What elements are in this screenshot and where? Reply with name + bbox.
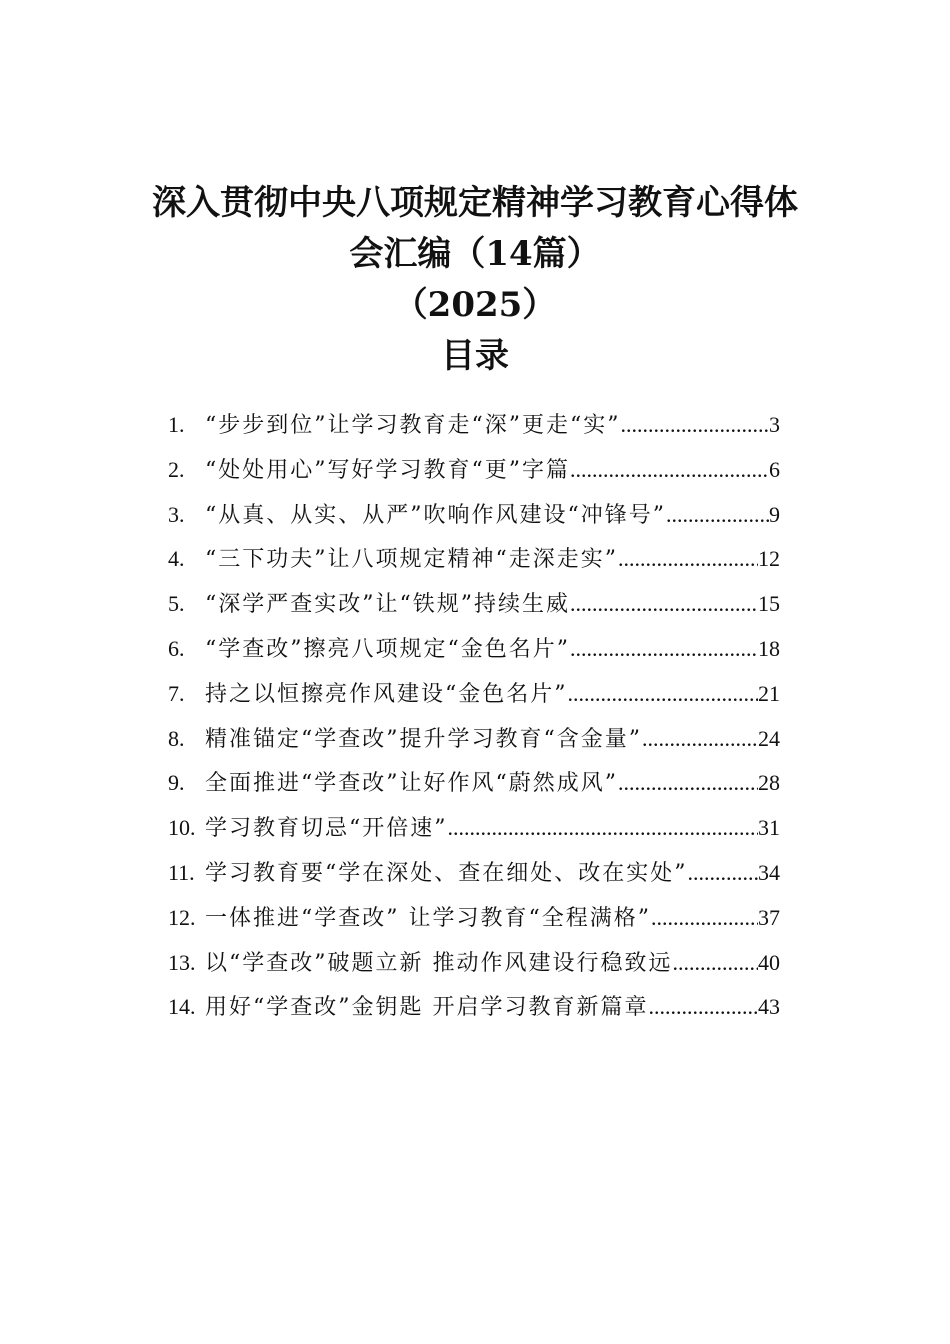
toc-entry[interactable] <box>168 901 780 946</box>
toc-entry-number: 2. <box>168 456 185 482</box>
toc-entry-title: “步步到位”让学习教育走“深”更走“实” <box>205 413 621 438</box>
toc-entry[interactable] <box>168 811 780 856</box>
toc-entry-title: “深学严查实改”让“铁规”持续生威 <box>205 592 570 618</box>
toc-entry-page: 12 <box>758 546 780 572</box>
toc-entry-page: 28 <box>758 770 780 796</box>
toc-entry-number: 14. <box>168 994 196 1020</box>
toc-entry-title: 持之以恒擦亮作风建设“金色名片” <box>205 681 568 707</box>
toc-entry-title: “处处用心”写好学习教育“更”字篇 <box>205 457 570 483</box>
toc-leader-dots <box>568 681 759 707</box>
toc-entry[interactable] <box>168 453 780 498</box>
toc-entry-page: 21 <box>758 680 780 706</box>
toc-entry[interactable] <box>168 946 780 991</box>
table-of-contents <box>168 408 780 1035</box>
toc-entry-title: 学习教育要“学在深处、查在细处、改在实处” <box>205 860 688 886</box>
toc-entry-page: 31 <box>758 815 780 841</box>
toc-entry-title: “三下功夫”让八项规定精神“走深走实” <box>205 547 618 573</box>
toc-entry-number: 10. <box>168 815 196 841</box>
toc-entry-number: 13. <box>168 949 196 975</box>
toc-entry-page: 40 <box>758 949 780 975</box>
toc-entry[interactable] <box>168 408 780 453</box>
toc-entry[interactable] <box>168 542 780 587</box>
document-title-line-1: 深入贯彻中央八项规定精神学习教育心得体 <box>152 183 798 223</box>
toc-leader-dots <box>570 591 758 617</box>
toc-entry-title: “从真、从实、从严”吹响作风建设“冲锋号” <box>205 502 666 528</box>
toc-entry[interactable] <box>168 632 780 677</box>
toc-entry-number: 4. <box>168 546 185 572</box>
toc-entry[interactable] <box>168 498 780 543</box>
toc-entry-title: 精准锚定“学查改”提升学习教育“含金量” <box>205 726 642 752</box>
toc-leader-dots <box>642 726 758 752</box>
toc-entry-title: 全面推进“学查改”让好作风“蔚然成风” <box>205 771 618 797</box>
toc-entry-page: 9 <box>769 501 780 527</box>
toc-entry[interactable] <box>168 677 780 722</box>
toc-entry-page: 37 <box>758 904 780 930</box>
toc-entry[interactable] <box>168 990 780 1035</box>
toc-leader-dots <box>618 770 758 796</box>
toc-entry-number: 1. <box>168 412 185 437</box>
toc-entry-page: 34 <box>758 859 780 885</box>
toc-entry-number: 6. <box>168 635 185 661</box>
toc-entry[interactable] <box>168 766 780 811</box>
toc-entry-title: 以“学查改”破题立新 推动作风建设行稳致远 <box>205 950 673 976</box>
toc-entry[interactable] <box>168 856 780 901</box>
toc-entry-title: 学习教育切忌“开倍速” <box>205 816 448 842</box>
toc-leader-dots <box>448 815 759 841</box>
toc-entry[interactable] <box>168 722 780 767</box>
toc-leader-dots <box>651 905 758 931</box>
toc-entry-number: 3. <box>168 501 185 527</box>
toc-entry-title: “学查改”擦亮八项规定“金色名片” <box>205 636 570 662</box>
toc-entry-page: 6 <box>769 456 780 482</box>
toc-entry-number: 8. <box>168 725 185 751</box>
toc-leader-dots <box>649 994 759 1020</box>
toc-entry-number: 11. <box>168 859 195 885</box>
toc-entry-page: 18 <box>758 635 780 661</box>
document-title-line-2: 会汇编（14篇） <box>349 234 601 274</box>
toc-leader-dots <box>570 636 758 662</box>
toc-entry-number: 5. <box>168 591 185 617</box>
toc-entry-number: 12. <box>168 904 196 930</box>
toc-entry-title: 一体推进“学查改” 让学习教育“全程满格” <box>205 905 651 931</box>
toc-entry-number: 9. <box>168 770 185 796</box>
toc-leader-dots <box>688 860 759 886</box>
toc-leader-dots <box>570 457 769 483</box>
toc-leader-dots <box>666 502 769 528</box>
toc-entry-number: 7. <box>168 680 185 706</box>
toc-leader-dots <box>618 546 758 572</box>
toc-leader-dots <box>673 950 759 976</box>
toc-entry-page: 15 <box>758 591 780 617</box>
title-block <box>100 178 850 382</box>
toc-entry-page: 3 <box>769 412 780 437</box>
toc-leader-dots <box>620 412 769 438</box>
toc-entry-title: 用好“学查改”金钥匙 开启学习教育新篇章 <box>205 995 649 1021</box>
toc-entry-page: 43 <box>758 994 780 1020</box>
toc-entry-page: 24 <box>758 725 780 751</box>
document-year: （2025） <box>393 285 557 325</box>
toc-heading: 目录 <box>441 336 509 376</box>
toc-entry[interactable] <box>168 587 780 632</box>
